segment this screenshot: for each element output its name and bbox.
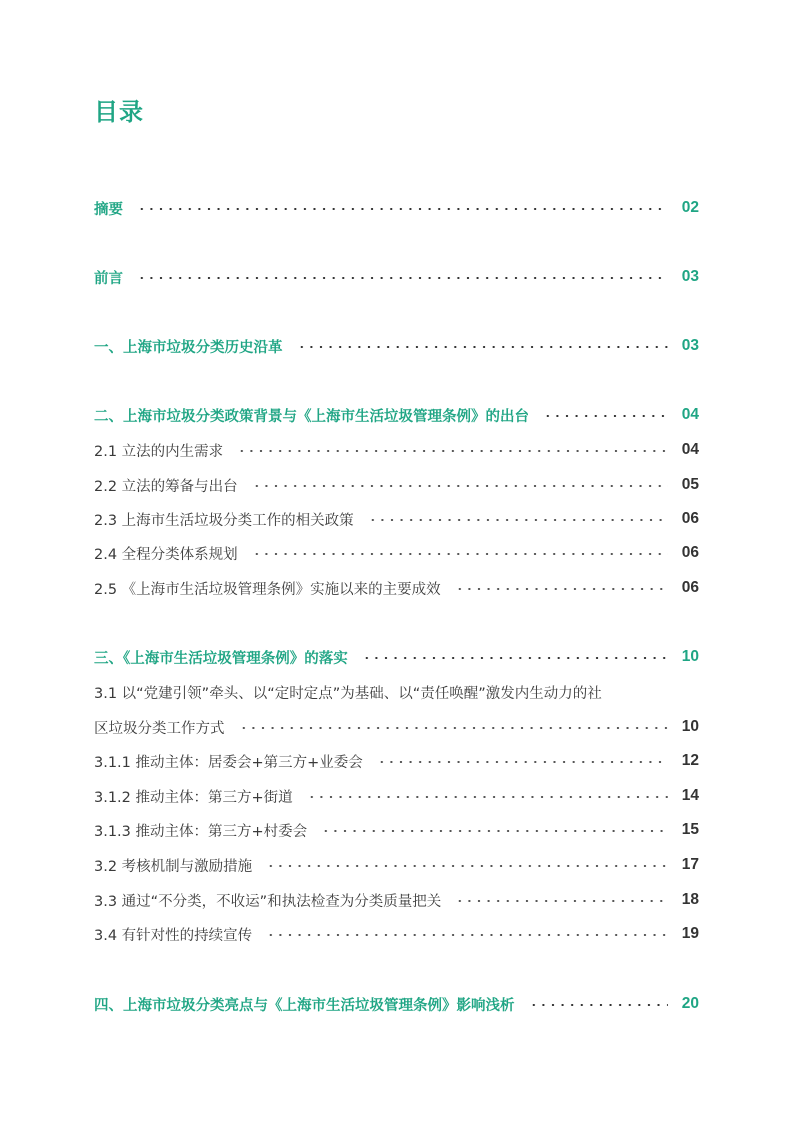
toc-page-number: 06 [681, 544, 699, 561]
dot-leader [137, 208, 668, 210]
toc-entry-section-4[interactable] [94, 992, 699, 1016]
toc-label: 一、上海市垃圾分类历史沿革 [94, 339, 283, 356]
toc-page-number: 06 [681, 579, 699, 596]
toc-label: 摘要 [94, 201, 123, 218]
dot-leader [377, 761, 668, 763]
toc-label: 3.4 有针对性的持续宣传 [94, 927, 253, 944]
toc-label: 3.1.2 推动主体：第三方+街道 [94, 789, 293, 806]
toc-page-number: 04 [681, 441, 699, 458]
toc-entry-2-2[interactable] [94, 473, 699, 497]
toc-entry-3-3[interactable] [94, 888, 699, 912]
dot-leader [252, 553, 668, 555]
page-title: 目录 [94, 98, 144, 126]
toc-label: 3.3 通过“不分类，不收运”和执法检查为分类质量把关 [94, 893, 442, 910]
toc-label: 3.2 考核机制与激励措施 [94, 858, 253, 875]
toc-entry-3-2[interactable] [94, 853, 699, 877]
toc-label: 2.3 上海市生活垃圾分类工作的相关政策 [94, 512, 354, 529]
toc-entry-3-1-2[interactable] [94, 784, 699, 808]
toc-label: 区垃圾分类工作方式 [94, 720, 225, 737]
dot-leader [237, 450, 668, 452]
toc-page-number: 14 [681, 787, 699, 804]
dot-leader [297, 346, 668, 348]
toc-label: 三、《上海市生活垃圾管理条例》的落实 [94, 650, 348, 667]
toc-entry-section-3[interactable] [94, 645, 699, 669]
toc-page-number: 03 [681, 268, 699, 285]
dot-leader [362, 657, 668, 659]
toc-label: 二、上海市垃圾分类政策背景与《上海市生活垃圾管理条例》的出台 [94, 408, 529, 425]
toc-page-number: 06 [681, 510, 699, 527]
toc-page-number: 10 [681, 718, 699, 735]
toc-entry-3-4[interactable] [94, 922, 699, 946]
toc-page-number: 04 [681, 406, 699, 423]
toc-entry-2-5[interactable] [94, 576, 699, 600]
dot-leader [321, 830, 668, 832]
toc-page-number: 15 [681, 821, 699, 838]
toc-entry-3-1[interactable] [94, 715, 699, 739]
toc-label: 3.1.1 推动主体：居委会+第三方+业委会 [94, 754, 363, 771]
toc-entry-2-3[interactable] [94, 507, 699, 531]
toc-page-number: 19 [681, 925, 699, 942]
dot-leader [455, 900, 668, 902]
toc-entry-abstract[interactable] [94, 196, 699, 220]
toc-page-number: 05 [681, 476, 699, 493]
toc-page-number: 20 [681, 995, 699, 1012]
toc-entry-3-1-3[interactable] [94, 818, 699, 842]
toc-entry-3-1-1[interactable] [94, 749, 699, 773]
dot-leader [239, 727, 668, 729]
toc-page-number: 03 [681, 337, 699, 354]
toc-entry-section-2[interactable] [94, 403, 699, 427]
toc-entry-section-1[interactable] [94, 334, 699, 358]
toc-label: 2.4 全程分类体系规划 [94, 546, 238, 563]
toc-label: 四、上海市垃圾分类亮点与《上海市生活垃圾管理条例》影响浅析 [94, 997, 515, 1014]
toc-page-number: 18 [681, 891, 699, 908]
dot-leader [137, 277, 668, 279]
dot-leader [455, 588, 668, 590]
toc-entry-3-1-line1[interactable]: 3.1 以“党建引领”牵头、以“定时定点”为基础、以“责任唤醒”激发内生动力的社 [94, 685, 602, 702]
dot-leader [543, 415, 668, 417]
toc-label: 2.2 立法的筹备与出台 [94, 478, 238, 495]
toc-label: 3.1.3 推动主体：第三方+村委会 [94, 823, 308, 840]
dot-leader [307, 796, 668, 798]
dot-leader [529, 1004, 668, 1006]
toc-label: 2.1 立法的内生需求 [94, 443, 224, 460]
dot-leader [368, 519, 668, 521]
toc-page-number: 02 [681, 199, 699, 216]
toc-entry-preface[interactable] [94, 265, 699, 289]
toc-label: 前言 [94, 270, 123, 287]
toc-entry-2-4[interactable] [94, 541, 699, 565]
dot-leader [252, 485, 668, 487]
toc-page-number: 10 [681, 648, 699, 665]
toc-entry-2-1[interactable] [94, 438, 699, 462]
dot-leader [266, 865, 668, 867]
toc-page-number: 17 [681, 856, 699, 873]
dot-leader [266, 934, 668, 936]
toc-label: 2.5 《上海市生活垃圾管理条例》实施以来的主要成效 [94, 581, 441, 598]
toc-page-number: 12 [681, 752, 699, 769]
